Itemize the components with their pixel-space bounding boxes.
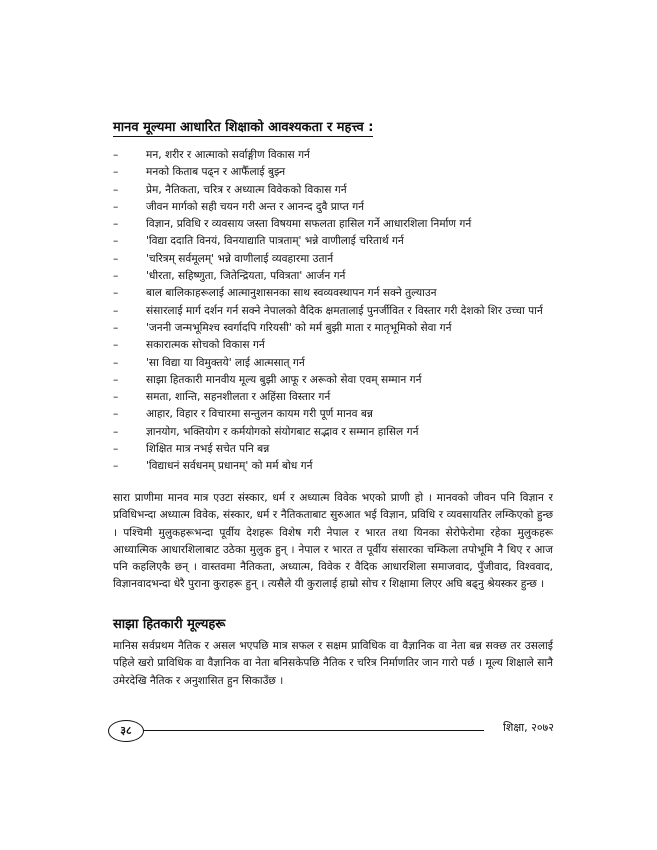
page-number: ३८ [108, 720, 144, 742]
list-item: – सकारात्मक सोचको विकास गर्न [113, 339, 265, 352]
objectives-list [113, 147, 553, 476]
list-item: – 'धीरता, सहिष्णुता, जितेन्द्रियता, पवित्रता' आर्जन गर्न [113, 270, 346, 283]
list-item: – समता, शान्ति, सहनशीलता र अहिंसा विस्तार गर्न [113, 391, 331, 404]
list-item: – मनको किताब पढ्न र आफैँलाई बुझ्न [113, 166, 286, 179]
publication-title: शिक्षा, २०७२ [484, 720, 554, 735]
section-heading-shared-values: साझा हितकारी मूल्यहरू [113, 617, 226, 632]
list-item: – विज्ञान, प्रविधि र व्यवसाय जस्ता विषयमा सफलता हासिल गर्ने आधारशिला निर्माण गर्न [113, 218, 472, 231]
list-item: – साझा हितकारी मानवीय मूल्य बुझी आफू र अरूको सेवा एवम् सम्मान गर्न [113, 373, 422, 386]
section-heading-importance: मानव मूल्यमा आधारित शिक्षाको आवश्यकता र महत्त्व : [113, 117, 553, 137]
list-item: – शिक्षित मात्र नभई सचेत पनि बन्न [113, 443, 270, 456]
list-item: – जीवन मार्गको सही चयन गरी अन्त र आनन्द दुवै प्राप्त गर्न [113, 200, 365, 213]
list-item: – 'सा विद्या या विमुक्तये' लाई आत्मसात् गर्न [113, 356, 305, 369]
list-item: – बाल बालिकाहरूलाई आत्मानुशासनका साथ स्वव्यवस्थापन गर्न सक्ने तुल्याउन [113, 287, 437, 300]
footer-rule [126, 730, 546, 731]
list-item: – प्रेम, नैतिकता, चरित्र र अध्यात्म विवेकको विकास गर्न [113, 183, 347, 196]
list-item: – ज्ञानयोग, भक्तियोग र कर्मयोगको संयोगबाट सद्भाव र सम्मान हासिल गर्न [113, 425, 419, 438]
list-item: – आहार, विहार र विचारमा सन्तुलन कायम गरी पूर्ण मानव बन्न [113, 408, 373, 421]
body-paragraph: सारा प्राणीमा मानव मात्र एउटा संस्कार, धर्म र अध्यात्म विवेक भएको प्राणी हो । मानवको जीवन पनि विज्ञान र प्रविधिभन्दा अध्यात्म विवेक, संस्कार, धर्म र नैतिकताबाट सुरुआत भई विज्ञान, प्रविधि र व्यवसायतिर लम्किएको हुन्छ । पश्चिमी मुलुकहरूभन्दा पूर्वीय देशहरू विशेष गरी नेपाल र भारत तथा यिनका सेरोफेरोमा रहेका मुलुकहरू आध्यात्मिक आधारशिलाबाट उठेका मुलुक हुन् । नेपाल र भारत त पूर्वीय संसारका चम्किला तपोभूमि नै थिए र आज पनि कहलिएकै छन् । वास्तवमा नैतिकता, अध्यात्म, विवेक र वैदिक आधारशिला समाजवाद, पुँजीवाद, विश्ववाद, विज्ञानवादभन्दा धेरै पुराना कुराहरू हुन् । त्यसैले यी कुरालाई हाम्रो सोच र शिक्षामा लिएर अघि बढ्नु श्रेयस्कर हुन्छ । [113, 492, 553, 591]
list-item: – संसारलाई मार्ग दर्शन गर्न सक्ने नेपालको वैदिक क्षमतालाई पुनर्जीवित र विस्तार गरी देशको शिर उच्चा पार्न [113, 304, 543, 317]
body-paragraph: मानिस सर्वप्रथम नैतिक र असल भएपछि मात्र सफल र सक्षम प्राविधिक वा वैज्ञानिक वा नेता बन्न सक्छ तर उसलाई पहिले खरो प्राविधिक वा वैज्ञानिक वा नेता बनिसकेपछि नैतिक र चरित्र निर्माणतिर जान गारो पर्छ । मूल्य शिक्षाले सानै उमेरदेखि नैतिक र अनुशासित हुन सिकाउँछ । [113, 640, 553, 687]
list-item: – 'जननी जन्मभूमिश्च स्वर्गादपि गरियसी' को मर्म बुझी माता र मातृभूमिको सेवा गर्न [113, 321, 452, 334]
list-item: – 'विद्या ददाति विनयं, विनयाद्याति पात्रताम्' भन्ने वाणीलाई चरितार्थ गर्न [113, 235, 404, 248]
list-item: – 'चरित्रम् सर्वमूलम्' भन्ने वाणीलाई व्यवहारमा उतार्न [113, 252, 334, 265]
list-item: – 'विद्याधनं सर्वधनम् प्रधानम्' को मर्म बोध गर्न [113, 460, 313, 473]
list-item: – मन, शरीर र आत्माको सर्वाङ्गीण विकास गर्न [113, 149, 310, 161]
